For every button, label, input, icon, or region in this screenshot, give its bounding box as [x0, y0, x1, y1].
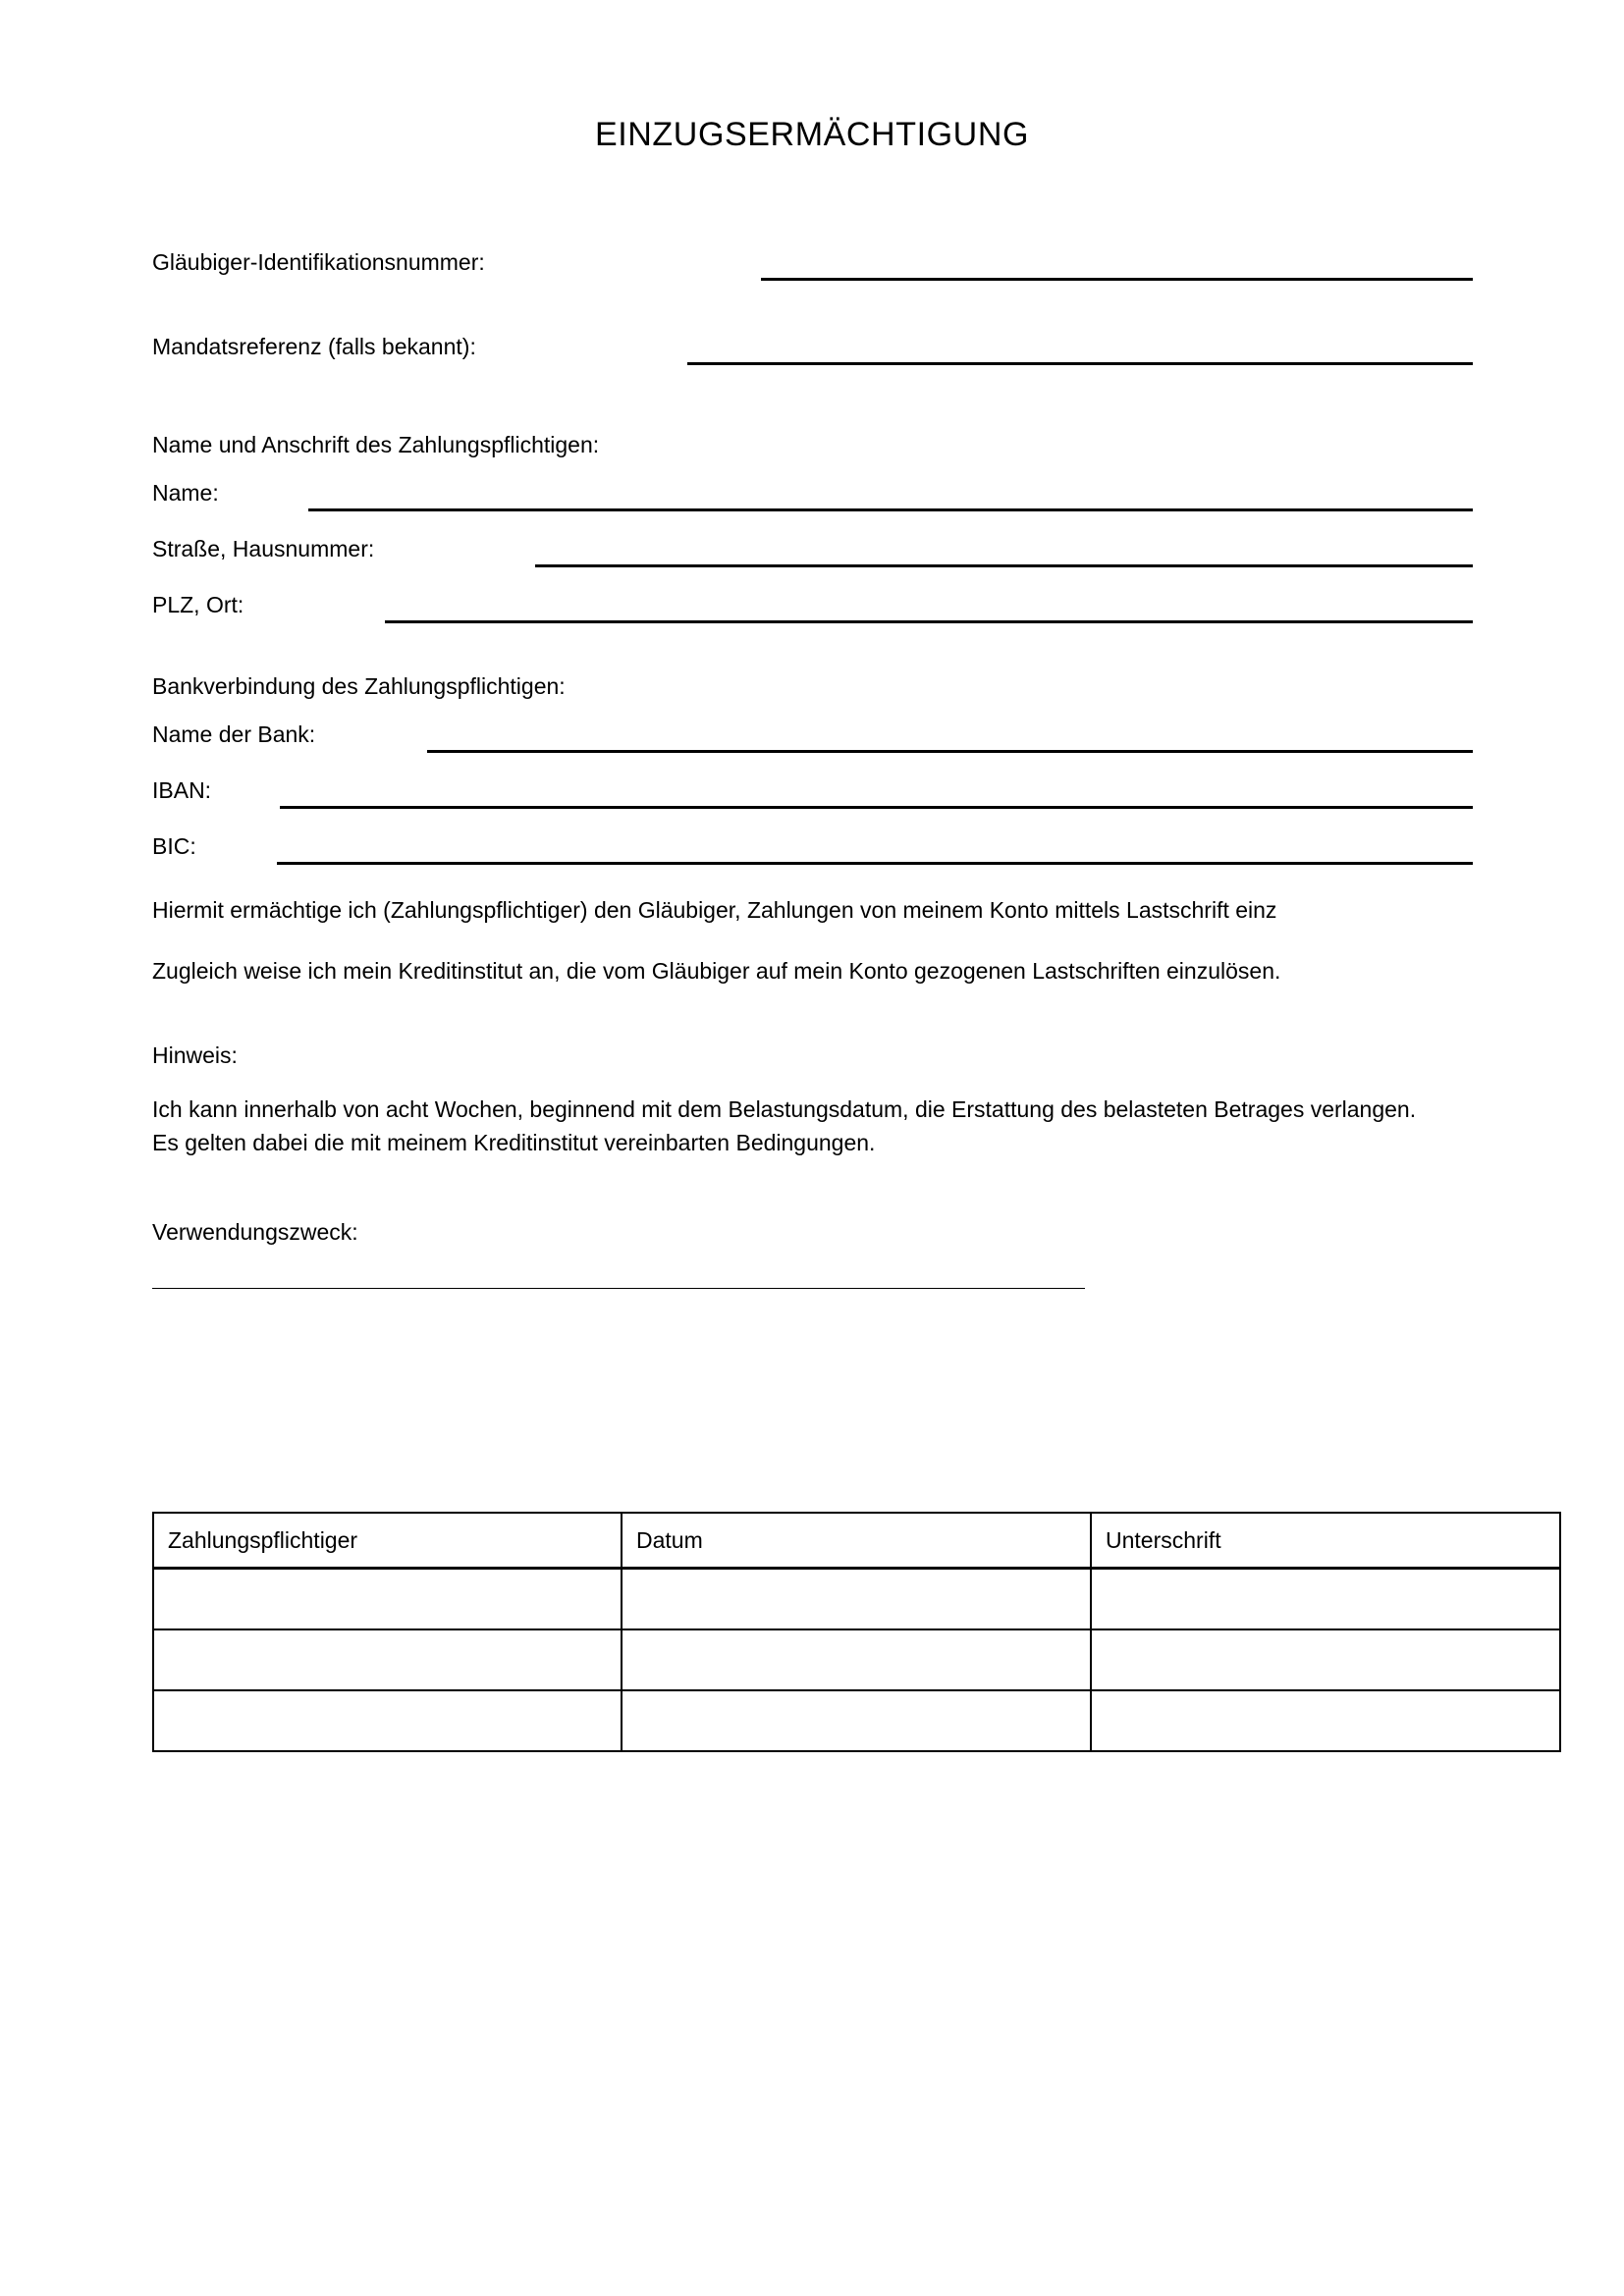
field-label-creditor-id: Gläubiger-Identifikationsnummer: — [152, 249, 485, 275]
field-label-payer-city: PLZ, Ort: — [152, 592, 244, 617]
field-label-payer-street: Straße, Hausnummer: — [152, 536, 375, 561]
cell-payer[interactable] — [153, 1629, 622, 1690]
field-row-bank-name — [152, 720, 1473, 753]
section-heading-payer: Name und Anschrift des Zahlungspflichtigen: — [152, 432, 600, 457]
field-row-payer-city — [152, 590, 1473, 623]
field-row-mandate-reference — [152, 332, 1473, 365]
cell-date[interactable] — [622, 1629, 1091, 1690]
authorization-paragraph-2: Zugleich weise ich mein Kreditinstitut an, die vom Gläubiger auf mein Konto gezogenen Lastschriften einzulösen. — [152, 958, 1281, 984]
purpose-input[interactable] — [152, 1288, 1085, 1289]
cell-payer[interactable] — [153, 1690, 622, 1751]
notice-heading: Hinweis: — [152, 1042, 238, 1068]
table-header-row — [153, 1513, 1560, 1569]
cell-date[interactable] — [622, 1690, 1091, 1751]
cell-signature[interactable] — [1091, 1569, 1560, 1630]
field-row-iban — [152, 775, 1473, 809]
field-label-payer-name: Name: — [152, 480, 219, 506]
notice-text: Ich kann innerhalb von acht Wochen, beginnend mit dem Belastungsdatum, die Erstattung des belasteten Betrages verlangen. Es gelten dabei die mit meinem Kreditinstitut vereinbarten Bedingungen. — [152, 1096, 1417, 1155]
field-input-payer-street[interactable] — [535, 564, 1473, 567]
field-label-mandate-reference: Mandatsreferenz (falls bekannt): — [152, 334, 476, 359]
table-row — [153, 1690, 1560, 1751]
authorization-paragraph-1: Hiermit ermächtige ich (Zahlungspflichtiger) den Gläubiger, Zahlungen von meinem Konto mittels Lastschrift einz — [152, 897, 1277, 923]
field-row-payer-name — [152, 478, 1473, 511]
column-header-signature: Unterschrift — [1091, 1513, 1560, 1569]
field-row-payer-street — [152, 534, 1473, 567]
field-input-bank-name[interactable] — [427, 750, 1473, 753]
field-input-bic[interactable] — [277, 862, 1473, 865]
cell-payer[interactable] — [153, 1569, 622, 1630]
table-row — [153, 1629, 1560, 1690]
cell-signature[interactable] — [1091, 1690, 1560, 1751]
field-input-creditor-id[interactable] — [761, 278, 1473, 281]
cell-signature[interactable] — [1091, 1629, 1560, 1690]
page-title: EINZUGSERMÄCHTIGUNG — [594, 116, 1030, 153]
signature-table — [152, 1512, 1561, 1752]
field-label-bank-name: Name der Bank: — [152, 721, 316, 747]
section-heading-bank: Bankverbindung des Zahlungspflichtigen: — [152, 673, 566, 699]
field-input-mandate-reference[interactable] — [687, 362, 1473, 365]
field-row-bic — [152, 831, 1473, 865]
field-label-bic: BIC: — [152, 833, 196, 859]
field-input-payer-name[interactable] — [308, 508, 1473, 511]
table-row — [153, 1569, 1560, 1630]
column-header-date: Datum — [622, 1513, 1091, 1569]
field-input-iban[interactable] — [280, 806, 1473, 809]
field-label-iban: IBAN: — [152, 777, 212, 803]
field-row-creditor-id — [152, 247, 1473, 281]
cell-date[interactable] — [622, 1569, 1091, 1630]
column-header-payer: Zahlungspflichtiger — [153, 1513, 622, 1569]
purpose-label: Verwendungszweck: — [152, 1219, 358, 1245]
field-input-payer-city[interactable] — [385, 620, 1473, 623]
